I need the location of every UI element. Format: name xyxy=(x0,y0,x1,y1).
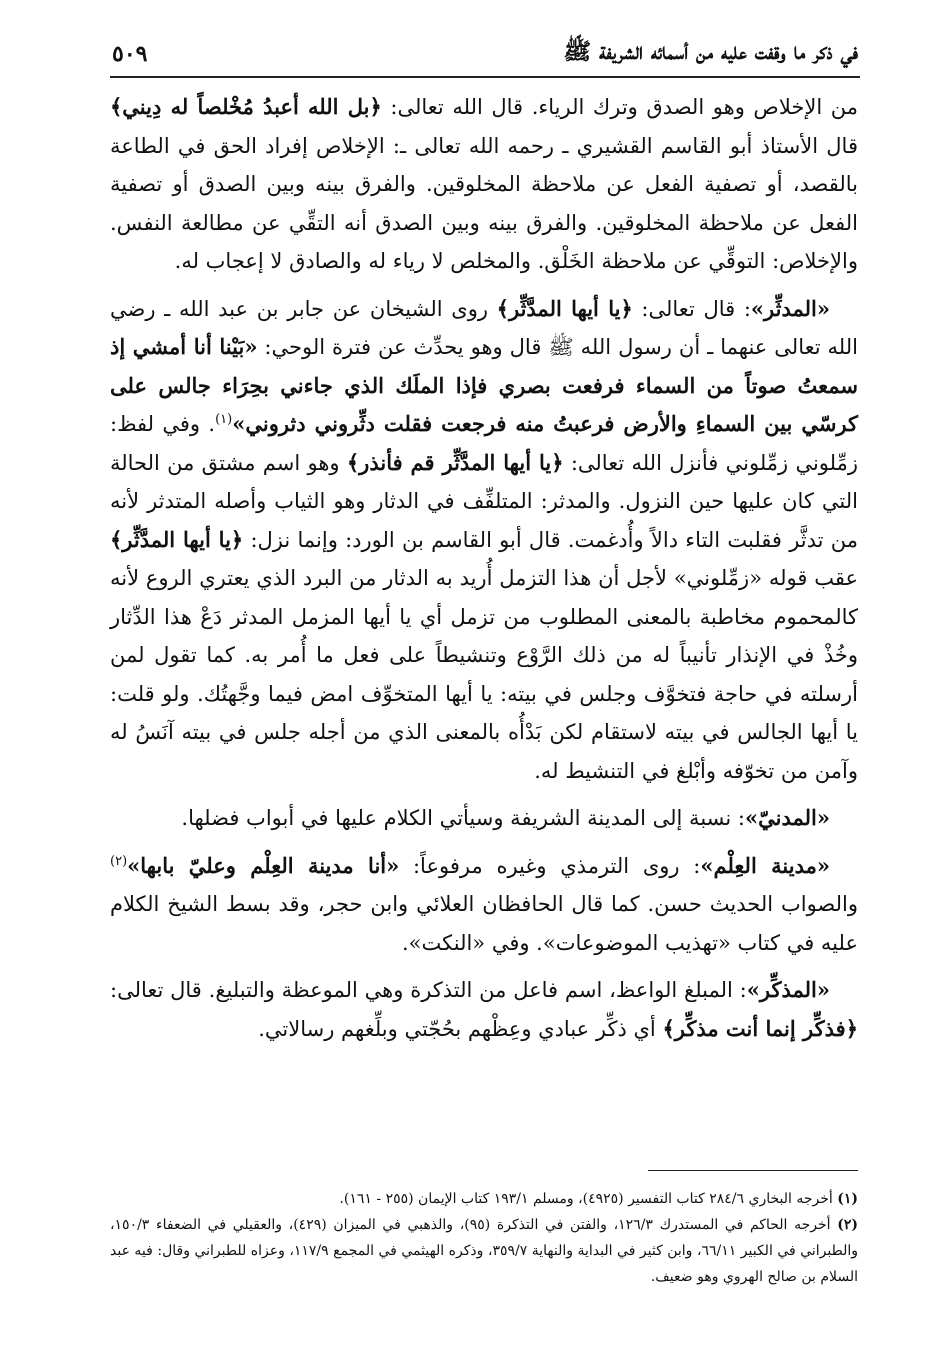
header-rule xyxy=(110,76,860,78)
hadith-quote: «أنا مدينة العِلْم وعليّ بابها» xyxy=(127,852,400,878)
body-text: والصواب الحديث حسن. كما قال الحافظان العلائي وابن حجر، وقد بسط الشيخ الكلام عليه في كتاب «تهذيب الموضوعات». وفي «النكت». xyxy=(110,892,858,955)
entry-term: «مدينة العِلْم» xyxy=(700,852,830,878)
quran-verse: ﴿فذكِّر إنما أنت مذكِّر﴾ xyxy=(662,1015,858,1041)
body-text: . وفي لفظ: زمِّلوني زمِّلوني فأنزل الله تعالى: xyxy=(110,412,858,475)
entry-madinat-al-ilm xyxy=(110,847,858,963)
body-text: وهو اسم مشتق من الحالة التي كان عليها حين النزول. والمدثر: المتلفِّف في الدثار وهو الثياب وأصله المتدثر لأنه من تدثَّر فقلبت التاء دالاً وأُدغمت. قال أبو القاسم بن الورد: وإنما نزل: xyxy=(110,450,858,552)
body-text: : نسبة إلى المدينة الشريفة وسيأتي الكلام عليها في أبواب فضلها. xyxy=(181,806,745,830)
entry-term: «المدثِّر» xyxy=(750,295,830,321)
entry-mudhakkir xyxy=(110,971,858,1048)
footnote-ref: (٢) xyxy=(110,853,128,869)
body-text: : روى الترمذي وغيره مرفوعاً: xyxy=(399,853,701,878)
footnote-2 xyxy=(110,1212,858,1290)
main-text xyxy=(110,88,858,1048)
footnote-number: (١) xyxy=(837,1191,858,1207)
footnote-number: (٢) xyxy=(837,1217,858,1233)
quran-verse: ﴿بل الله أعبدُ مُخْلصاً له دِيني﴾ xyxy=(110,94,382,119)
running-header xyxy=(112,34,858,74)
footnote-rule xyxy=(648,1170,858,1171)
body-text: أي ذكِّر عبادي وعِظْهم بحُجّتي وبلِّغهم رسالاتي. xyxy=(258,1016,663,1041)
quran-verse: ﴿يا أيها المدَّثِّر﴾ xyxy=(110,526,244,552)
body-text: عقب قوله «زمِّلوني» لأجل أن هذا التزمل أُريد به الدثار من البرد الذي يعتري الروع لأنه كالمحموم مخاطبة بالمعنى المطلوب من تزمل أي يا أيها المزمل المدثر دَعْ هذا الدِّثار وخُذْ في الإنذار تأنيباً له من ذلك الرَّوْع وتنشيطاً على فعل ما أُمر به. كما تقول لمن أرسلته في حاجة فتخوَّف وجلس في بيته: يا أيها المتخوِّف امض فيما وجَّهتُك. ولو قلت: يا أيها الجالس في بيته لاستقام لكن بَدْأُه بالمعنى الذي من أجله جلس في بيته آنَسُ له وآمن من تخوّفه وأبْلغ في التنشيط له. xyxy=(110,566,858,783)
body-text: قال الأستاذ أبو القاسم القشيري ـ رحمه الله تعالى ـ: الإخلاص إفراد الحق في الطاعة بالقصد، أو تصفية الفعل عن ملاحظة المخلوقين. والفرق بينه وبين الصدق أو تصفية الفعل عن ملاحظة المخلوقين. والفرق بينه وبين الصدق أنه التقِّي عن مطالعة النفس. والإخلاص: التوقِّي عن ملاحظة الخَلْق. والمخلص لا رياء له والصادق لا إعجاب له. xyxy=(110,133,858,273)
entry-muddaththir xyxy=(110,290,858,791)
quran-verse: ﴿يا أيها المدَّثِّر﴾ xyxy=(496,295,633,321)
page-number: ٥٠٩ xyxy=(112,41,148,67)
entry-term: «المدنيّ» xyxy=(745,805,830,830)
footnote-ref: (١) xyxy=(215,412,233,427)
footnote-text: أخرجه البخاري ٢٨٤/٦ كتاب التفسير (٤٩٢٥)، ومسلم ١٩٣/١ كتاب الإيمان (٢٥٥ - ١٦١). xyxy=(339,1191,833,1207)
quran-verse: ﴿يا أيها المدَّثِّر قم فأنذر﴾ xyxy=(346,449,564,475)
footnotes xyxy=(110,1186,858,1290)
body-text: من الإخلاص وهو الصدق وترك الرياء. قال الله تعالى: xyxy=(381,95,858,119)
body-text: : المبلغ الواعظ، اسم فاعل من التذكرة وهي الموعظة والتبليغ. قال تعالى: xyxy=(110,978,747,1002)
entry-term: «المذكِّر» xyxy=(746,977,830,1002)
footnote-text: أخرجه الحاكم في المستدرك ١٢٦/٣، والفتن في التذكرة (٩٥)، والذهبي في الميزان (٤٢٩)، والعقيلي في الضعفاء ١٥٠/٣، والطبراني في الكبير ٦٦/١١، وابن كثير في البداية والنهاية ٣٥٩/٧، وذكره الهيثمي في المجمع ١١٧/٩، وعزاه للطبراني وقال: فيه عبد السلام بن صالح الهروي وهو ضعيف. xyxy=(110,1217,859,1285)
hadith-quote: «بَيْنا أنا أمشي إذ سمعتُ صوتاً من السماء فرفعت بصري فإذا الملَك الذي جاءني بحِرَاء جالس على كرسّي بين السماءِ والأرض فرعبتُ منه فرجعت فقلت دثِّروني دثروني» xyxy=(110,334,859,436)
entry-madani xyxy=(110,799,858,838)
header-title: في ذكر ما وقفت عليه من أسمائه الشريفة ﷺ xyxy=(563,38,858,65)
body-text: : قال تعالى: xyxy=(632,296,751,321)
paragraph-ikhlas xyxy=(110,88,858,281)
footnote-1 xyxy=(110,1186,858,1212)
body-text: روى الشيخان عن جابر بن عبد الله ـ رضي الله تعالى عنهما ـ أن رسول الله ﷺ قال وهو يحدِّث عن فترة الوحي: xyxy=(110,296,858,359)
